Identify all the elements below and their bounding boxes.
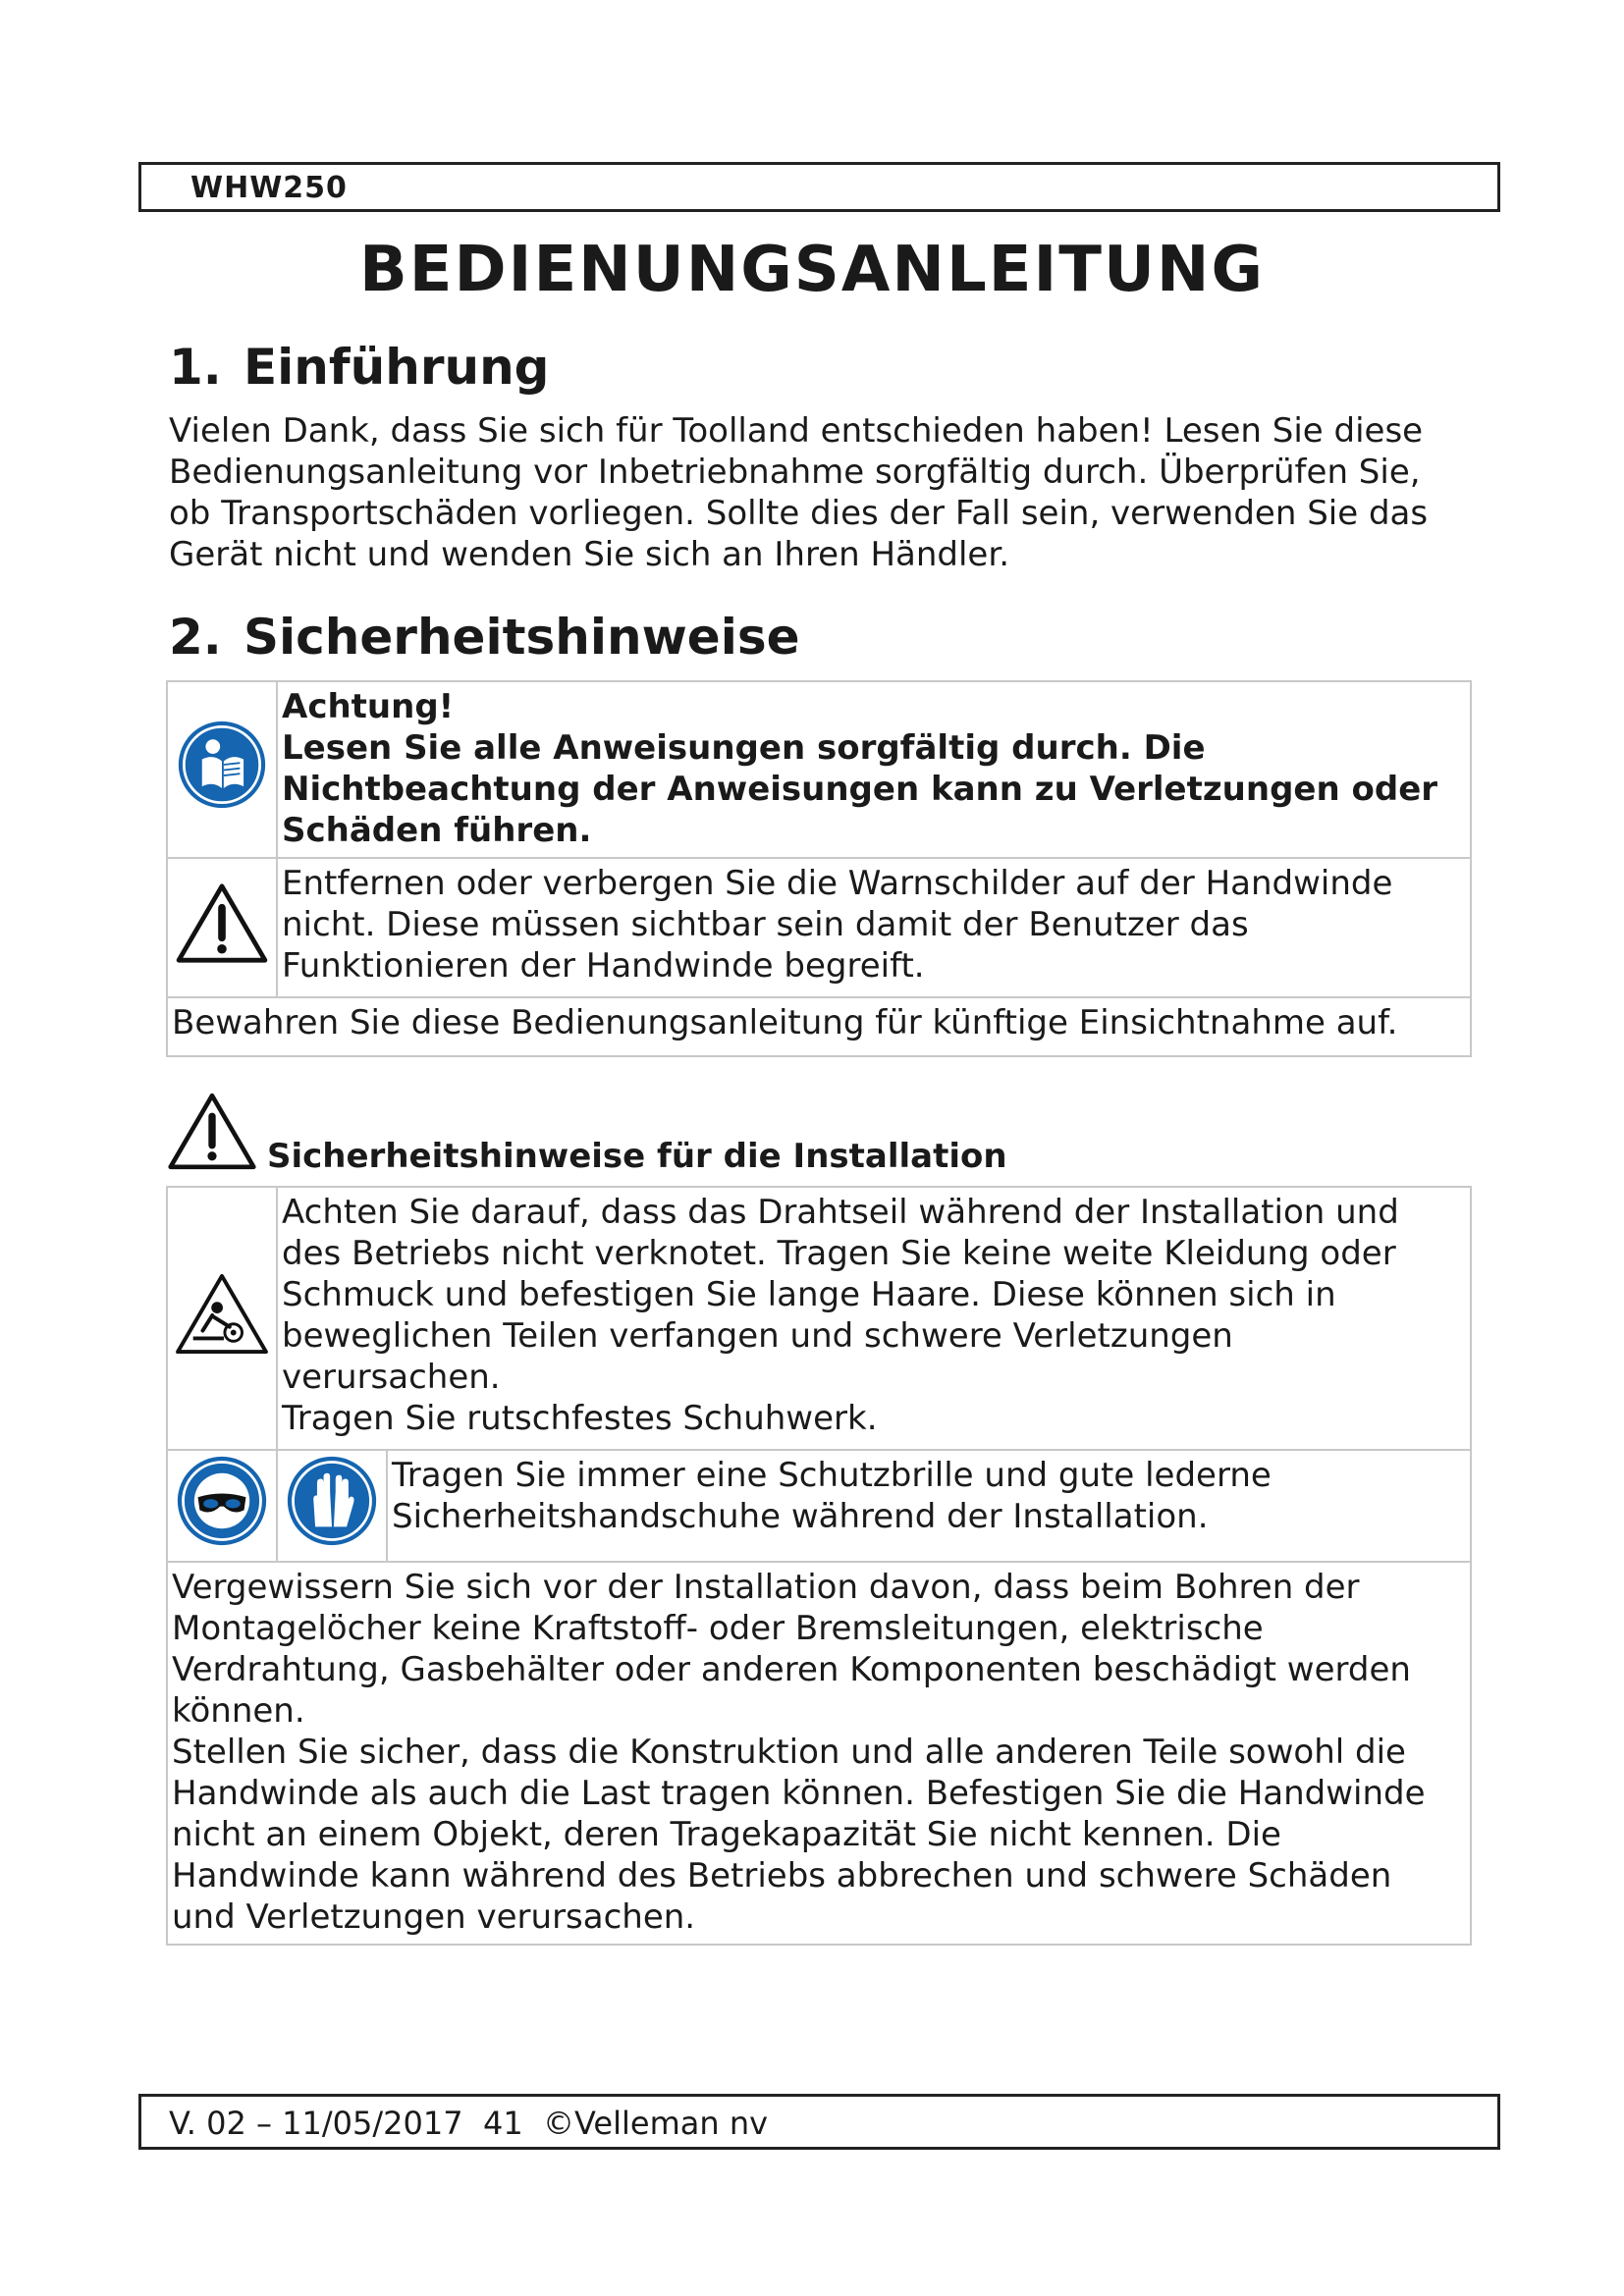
section-number: 2. [169,609,222,666]
text-line: beweglichen Teilen verfangen und schwere Verletzungen [282,1316,1233,1356]
text-line: Gerät nicht und wenden Sie sich an Ihren Händler. [169,535,1010,574]
notice-text-cell [277,1187,1471,1450]
section-number: 1. [169,339,222,396]
icon-cell [167,681,277,858]
text-line: des Betriebs nicht verknotet. Tragen Sie keine weite Kleidung oder [282,1234,1396,1273]
section-heading-safety [169,609,800,666]
text-line: Achten Sie darauf, dass das Drahtseil während der Installation und [282,1193,1399,1232]
icon-cell [167,858,277,997]
warning-label: Achtung! [282,687,455,726]
header-box [138,162,1500,212]
installation-notice-table [166,1186,1472,1946]
text-line: Entfernen oder verbergen Sie die Warnschilder auf der Handwinde [282,864,1393,903]
text-line: Vergewissern Sie sich vor der Installation davon, dass beim Bohren der [172,1568,1360,1607]
warning-triangle-icon [167,1090,257,1172]
text-line: und Verletzungen verursachen. [172,1897,696,1937]
notice-text-cell [387,1450,1471,1562]
text-line: Nichtbeachtung der Anweisungen kann zu Verletzungen oder [282,770,1438,809]
text-line: Lesen Sie alle Anweisungen sorgfältig durch. Die [282,728,1206,768]
text-line: Bewahren Sie diese Bedienungsanleitung für künftige Einsichtnahme auf. [172,1003,1398,1042]
text-line: Bedienungsanleitung vor Inbetriebnahme sorgfältig durch. Überprüfen Sie, [169,453,1421,492]
text-line: Sicherheitshandschuhe während der Installation. [392,1497,1209,1536]
icon-cell [167,1450,277,1562]
notice-text-cell [277,681,1471,858]
text-line: Verdrahtung, Gasbehälter oder anderen Komponenten beschädigt werden [172,1650,1411,1689]
notice-text-cell [277,858,1471,997]
text-line: Montagelöcher keine Kraftstoff- oder Bremsleitungen, elektrische [172,1609,1264,1648]
table-row [167,1187,1471,1450]
section-heading-introduction [169,339,549,396]
notice-text-cell [167,1562,1471,1945]
subheading-text: Sicherheitshinweise für die Installation [267,1137,1007,1176]
entanglement-hazard-icon [174,1271,270,1356]
icon-cell [277,1450,387,1562]
table-row [167,1562,1471,1945]
text-line: ob Transportschäden vorliegen. Sollte dies der Fall sein, verwenden Sie das [169,494,1429,533]
notice-text-cell [167,997,1471,1056]
document-title: BEDIENUNGSANLEITUNG [359,234,1265,306]
text-line: Funktionieren der Handwinde begreift. [282,946,925,986]
read-manual-icon [177,720,267,810]
table-row [167,1450,1471,1562]
footer-box [138,2094,1500,2150]
text-line: Vielen Dank, dass Sie sich für Toolland entschieden haben! Lesen Sie diese [169,411,1424,451]
footer-text: V. 02 – 11/05/2017 41 ©Velleman nv [169,2105,769,2142]
text-line: Tragen Sie rutschfestes Schuhwerk. [282,1399,878,1438]
text-line: Handwinde als auch die Last tragen können. Befestigen Sie die Handwinde [172,1774,1426,1813]
table-row [167,997,1471,1056]
protective-gloves-icon [286,1455,378,1547]
text-line: Schäden führen. [282,811,592,850]
table-row [167,681,1471,858]
section-title: Einführung [244,339,550,396]
icon-cell [167,1187,277,1450]
table-row [167,858,1471,997]
text-line: nicht. Diese müssen sichtbar sein damit der Benutzer das [282,905,1249,944]
text-line: Schmuck und befestigen Sie lange Haare. Diese können sich in [282,1275,1336,1314]
model-number: WHW250 [190,171,348,205]
section-title: Sicherheitshinweise [244,609,800,666]
safety-goggles-icon [176,1455,268,1547]
text-line: nicht an einem Objekt, deren Tragekapazität Sie nicht kennen. Die [172,1815,1281,1854]
warning-triangle-icon [175,881,269,964]
safety-notice-table [166,680,1472,1057]
text-line: Tragen Sie immer eine Schutzbrille und gute lederne [392,1456,1272,1495]
text-line: können. [172,1691,305,1731]
text-line: Handwinde kann während des Betriebs abbrechen und schwere Schäden [172,1856,1392,1896]
text-line: Stellen Sie sicher, dass die Konstruktion und alle anderen Teile sowohl die [172,1733,1406,1772]
introduction-paragraph [169,410,1475,575]
text-line: verursachen. [282,1358,501,1397]
